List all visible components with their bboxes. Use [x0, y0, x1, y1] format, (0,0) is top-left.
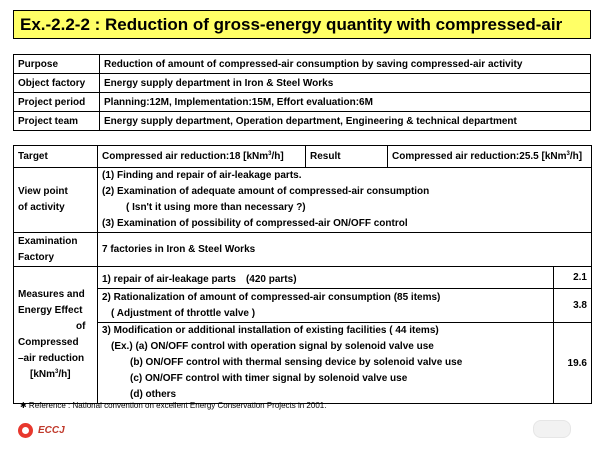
activity-detail-table	[13, 145, 592, 404]
result-label: Result	[306, 146, 388, 168]
measure-2-value: 3.8	[554, 289, 592, 323]
table-row	[14, 74, 591, 93]
target-value: Compressed air reduction:18 [kNm$^3$/h]	[98, 146, 306, 168]
measure-3-value: 19.6	[554, 323, 592, 404]
project-period-value: Planning:12M, Implementation:15M, Effort evaluation:6M	[100, 93, 591, 112]
list-item: ( Isn't it using more than necessary ?)	[126, 202, 306, 213]
object-factory-label: Object factory	[14, 74, 100, 93]
measure-row	[14, 267, 592, 289]
eccj-logo	[18, 421, 65, 439]
measure-3-text: 3) Modification or additional installation of existing facilities ( 44 items) (Ex.) (a) ON/OFF control with operation signal by solenoid valve use (b) ON/OFF control with thermal sensing device by solenoid valve use (c) ON/OFF control with timer signal by solenoid valve use (d) others	[98, 323, 554, 404]
eccj-logo-icon	[18, 423, 33, 438]
viewpoint-row	[14, 168, 592, 233]
purpose-value: Reduction of amount of compressed-air consumption by saving compressed-air activity	[100, 55, 591, 74]
examination-label: Examination Factory	[14, 233, 98, 267]
project-info-table	[13, 54, 591, 131]
target-row	[14, 146, 592, 168]
result-value: Compressed air reduction:25.5 [kNm$^3$/h]	[388, 146, 592, 168]
project-period-label: Project period	[14, 93, 100, 112]
table-row	[14, 55, 591, 74]
viewpoint-label: View point of activity	[14, 168, 98, 233]
purpose-label: Purpose	[14, 55, 100, 74]
target-label: Target	[14, 146, 98, 168]
list-item: (2) Examination of adequate amount of compressed-air consumption	[102, 186, 430, 197]
eccj-logo-text: ECCJ	[38, 424, 65, 436]
project-team-label: Project team	[14, 112, 100, 131]
object-factory-value: Energy supply department in Iron & Steel Works	[100, 74, 591, 93]
list-item: (1) Finding and repair of air-leakage parts.	[102, 170, 302, 181]
viewpoint-items	[98, 168, 592, 233]
measure-row	[14, 289, 592, 323]
measure-1-value: 2.1	[554, 267, 592, 289]
table-row	[14, 112, 591, 131]
examination-value: 7 factories in Iron & Steel Works	[98, 233, 592, 267]
examination-row	[14, 233, 592, 267]
measure-row	[14, 323, 592, 404]
page-title: Ex.-2.2-2 : Reduction of gross-energy quantity with compressed-air	[13, 10, 591, 39]
list-item: (3) Examination of possibility of compressed-air ON/OFF control	[102, 218, 408, 229]
table-row	[14, 93, 591, 112]
measure-2-text: 2) Rationalization of amount of compressed-air consumption (85 items) ( Adjustment of throttle valve )	[98, 289, 554, 323]
measure-1-text: 1) repair of air-leakage parts (420 parts)	[98, 267, 554, 289]
project-team-value: Energy supply department, Operation department, Engineering & technical department	[100, 112, 591, 131]
reference-footnote: ✱ Reference : National convention on excellent Energy Conservation Projects in 2001.	[20, 401, 327, 410]
page-marker	[533, 420, 571, 438]
measures-label: Measures and Energy Effect of Compressed –air reduction [kNm$^3$/h]	[14, 267, 98, 404]
